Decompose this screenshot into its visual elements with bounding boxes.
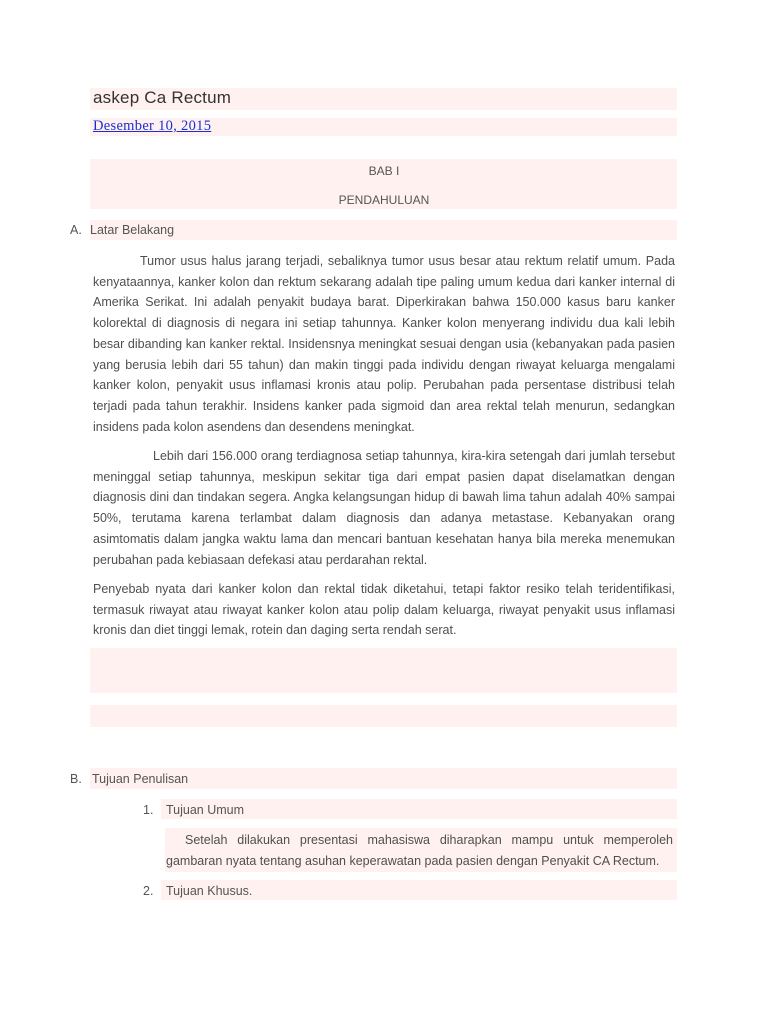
item-2-marker: 2.	[143, 884, 154, 898]
section-a-highlight	[90, 220, 677, 240]
paragraph-2: Lebih dari 156.000 orang terdiagnosa setiap tahunnya, kira-kira setengah dari jumlah tersebut meninggal setiap tahunnya, meskipun sekitar tiga dari empat pasien dapat diselamatkan dengan diagnosis dini dan tindakan segera. Angka kelangsungan hidup di bawah lima tahun adalah 40% sampai 50%, terutama karena terlambat dalam diagnosis dan adanya metastase. Kebanyakan orang asimtomatis dalam jangka waktu lama dan mencari bantuan kesehatan hanya bila mereka menemukan perubahan pada kebiasaan defekasi atau perdarahan rektal.	[93, 449, 675, 567]
post-title: askep Ca Rectum	[93, 88, 232, 107]
chapter-name: PENDAHULUAN	[338, 193, 430, 207]
section-a-heading: Latar Belakang	[90, 223, 175, 237]
section-b-marker: B.	[70, 772, 82, 786]
empty-highlight-line	[90, 705, 677, 727]
item-1-text: Setelah dilakukan presentasi mahasiswa diharapkan mampu untuk memperoleh gambaran nyata tentang asuhan keperawatan pada pasien dengan Penyakit CA Rectum.	[166, 833, 673, 868]
empty-highlight-block	[90, 648, 677, 693]
post-date-link[interactable]: Desember 10, 2015	[93, 118, 212, 134]
item-1-marker: 1.	[143, 803, 154, 817]
paragraph-3: Penyebab nyata dari kanker kolon dan rektal tidak diketahui, tetapi faktor resiko telah teridentifikasi, termasuk riwayat atau riwayat kanker kolon atau polip dalam keluarga, riwayat penyakit usus inflamasi kronis dan diet tinggi lemak, rotein dan daging serta rendah serat.	[93, 582, 675, 638]
paragraph-1: Tumor usus halus jarang terjadi, sebaliknya tumor usus besar atau rektum relatif umum. Pada kenyataannya, kanker kolon dan rektum sekarang adalah tipe paling umum kedua dari kanker internal di Amerika Serikat. Ini adalah penyakit budaya barat. Diperkirakan bahwa 150.000 kasus baru kanker kolorektal di diagnosis di negara ini setiap tahunnya. Kanker kolon menyerang individu dua kali lebih besar dibanding kan kanker rektal. Insidensnya meningkat sesuai dengan usia (kebanyakan pada pasien yang berusia lebih dari 55 tahun) dan makin tinggi pada individu dengan riwayat keluarga mengalami kanker kolon, penyakit usus inflamasi kronis atau polip. Perubahan pada persentase distribusi telah terjadi pada tahun terakhir. Insidens kanker pada sigmoid dan area rektal telah menurun, sedangkan insidens pada kolon asendens dan desendens meningkat.	[93, 254, 675, 434]
section-b-heading: Tujuan Penulisan	[92, 772, 189, 786]
chapter-number: BAB I	[368, 164, 400, 178]
section-a-marker: A.	[70, 223, 82, 237]
item-2-heading: Tujuan Khusus.	[166, 884, 253, 898]
item-1-heading: Tujuan Umum	[166, 803, 245, 817]
